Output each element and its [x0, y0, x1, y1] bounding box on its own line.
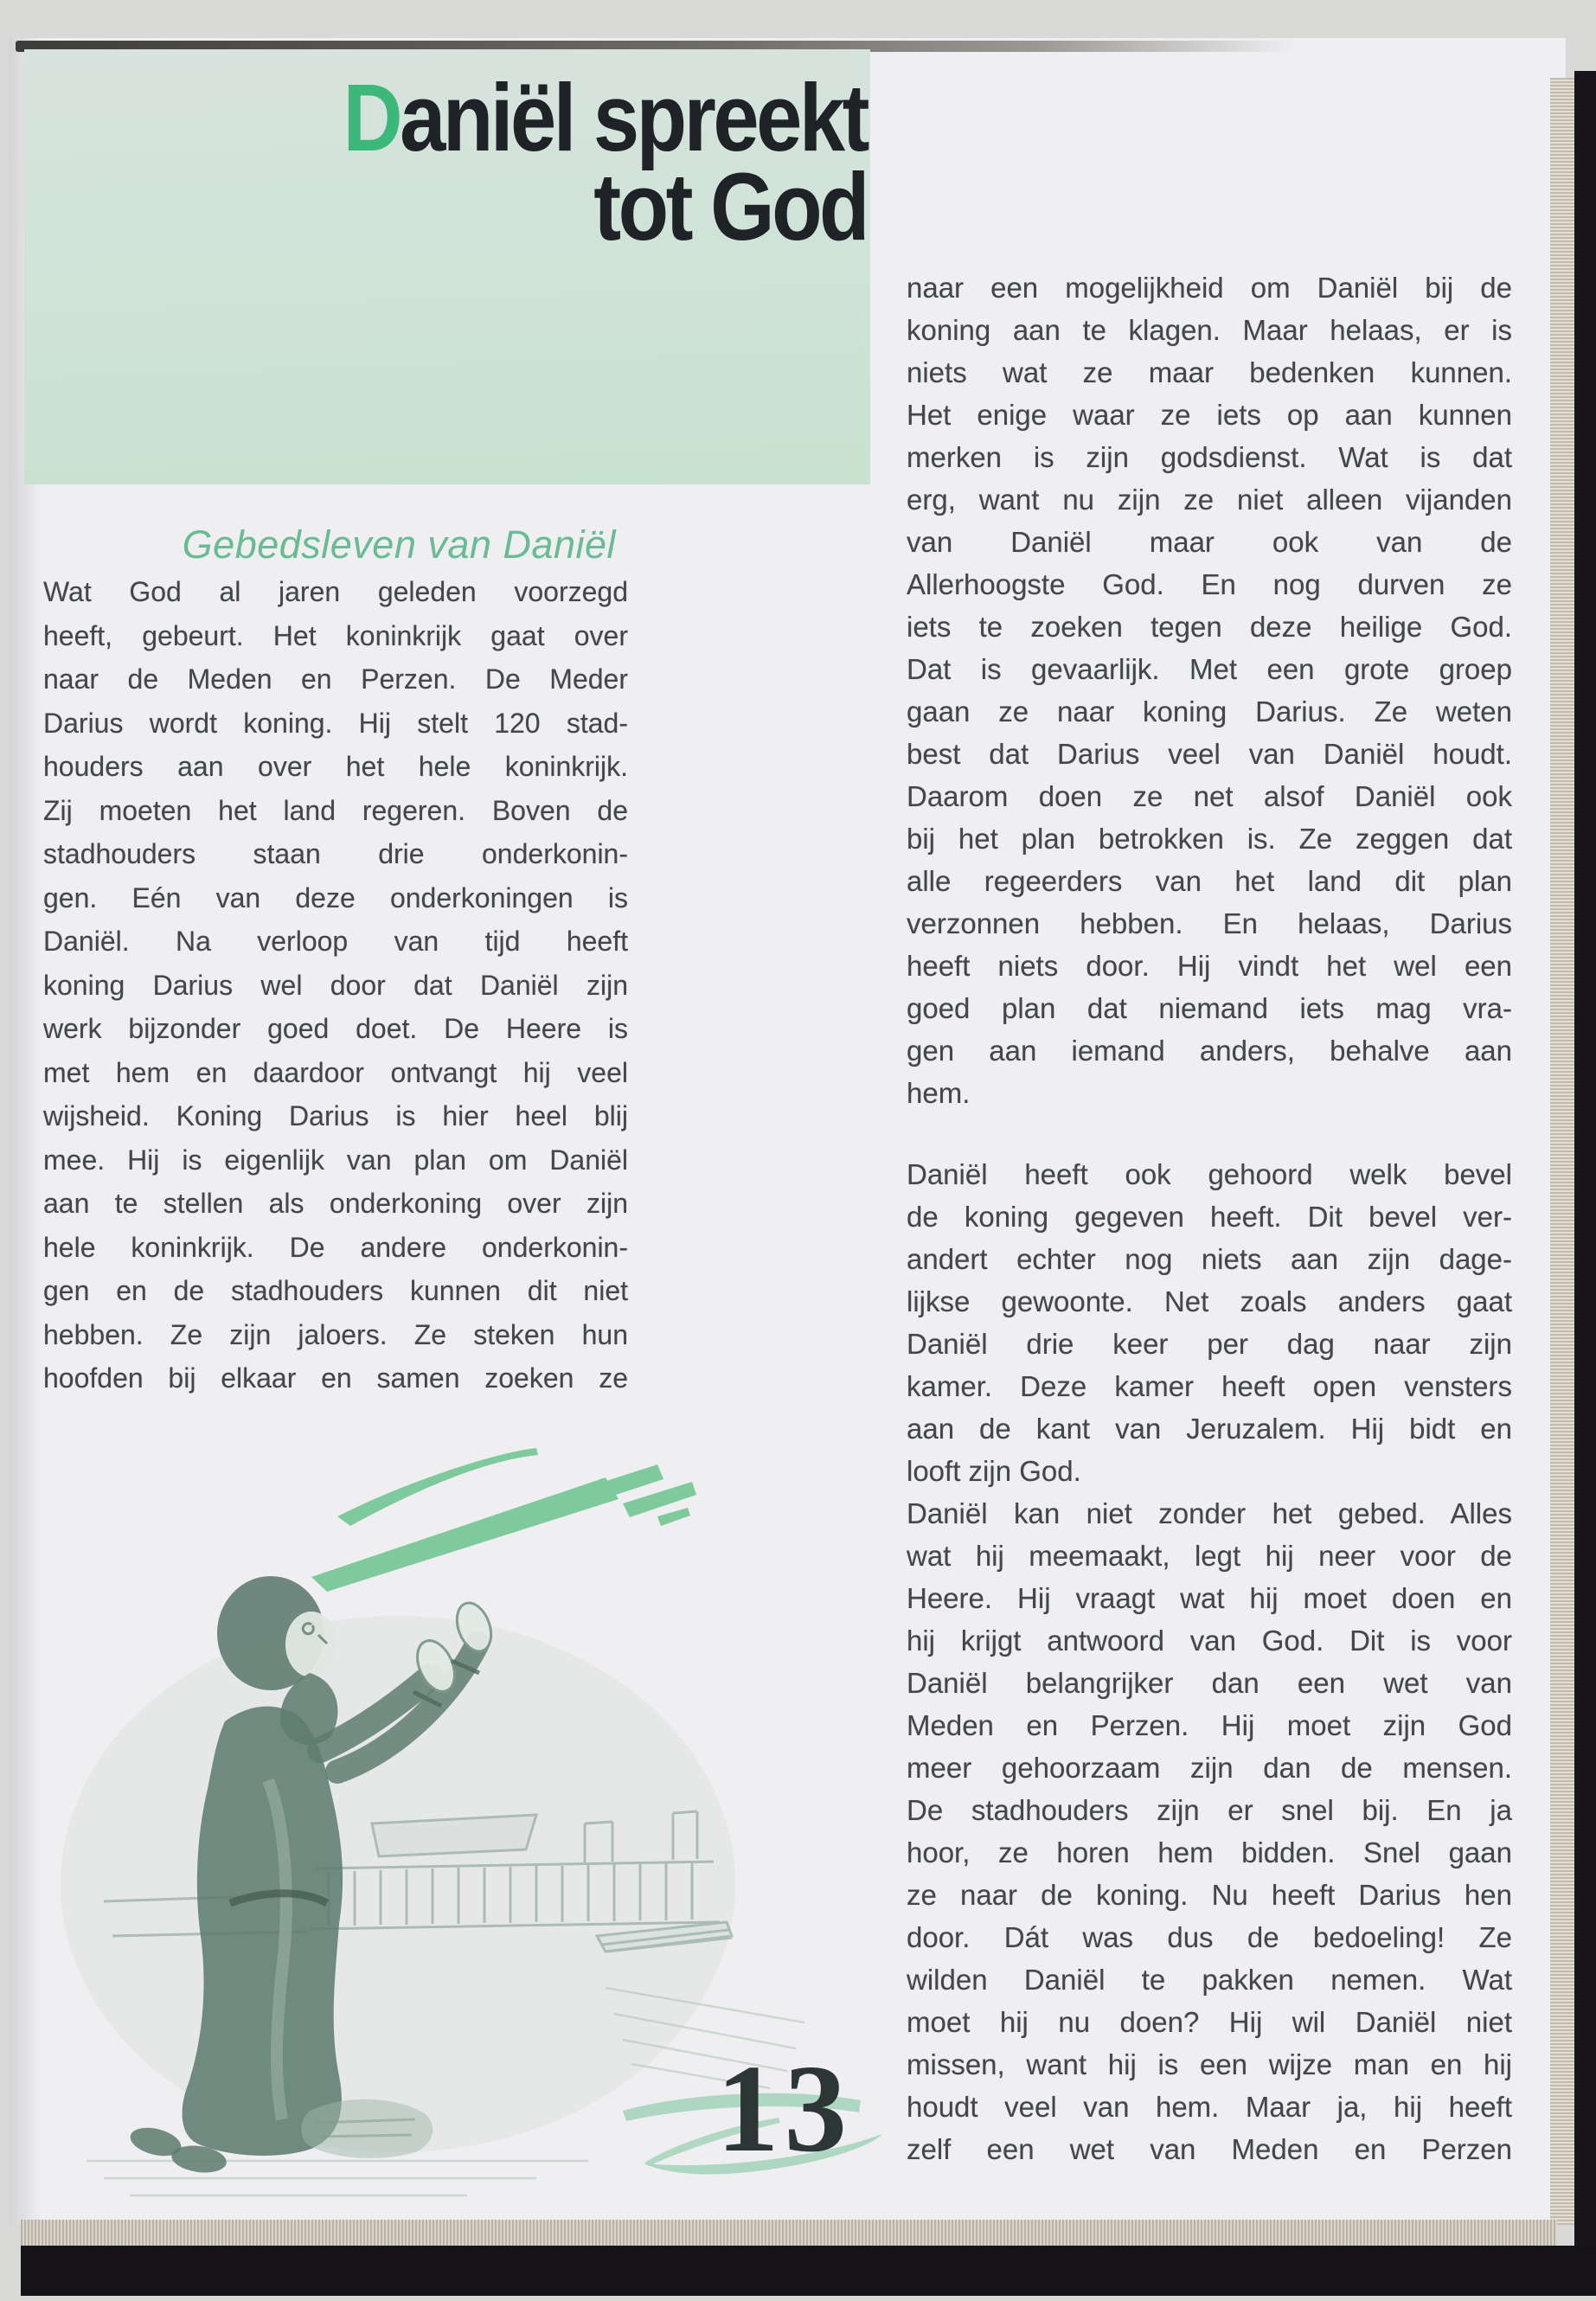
green-swoosh-icon: [311, 1448, 696, 1592]
text-line: niets wat ze maar bedenken kunnen.: [907, 356, 1512, 388]
text-line: hij krijgt antwoord van God. Dit is voor: [907, 1625, 1512, 1657]
text-line: best dat Darius veel van Daniël houdt.: [907, 738, 1512, 770]
text-line: bij het plan betrokken is. Ze zeggen dat: [907, 823, 1512, 855]
text-line: erg, want nu zijn ze niet alleen vijanden: [907, 484, 1512, 516]
text-line: Darius wordt koning. Hij stelt 120 stad-: [43, 707, 628, 739]
text-line: naar de Meden en Perzen. De Meder: [43, 663, 628, 695]
text-line: wijsheid. Koning Darius is hier heel blij: [43, 1100, 628, 1131]
text-line: goed plan dat niemand iets mag vra-: [907, 992, 1512, 1024]
text-line: Het enige waar ze iets op aan kunnen: [907, 399, 1512, 431]
paragraph: [907, 1492, 1512, 2170]
page-title: [343, 65, 867, 260]
text-line: wilden Daniël te pakken nemen. Wat: [907, 1964, 1512, 1996]
scan-background-right: [1574, 71, 1596, 2296]
text-line: hebben. Ze zijn jaloers. Ze steken hun: [43, 1318, 628, 1350]
text-line: Daniël kan niet zonder het gebed. Alles: [907, 1497, 1512, 1529]
book-edge-right: [1550, 78, 1576, 2225]
text-line: alle regeerders van het land dit plan: [907, 865, 1512, 897]
text-line: gen en de stadhouders kunnen dit niet: [43, 1275, 628, 1306]
text-line: Wat God al jaren geleden voorzegd: [43, 576, 628, 607]
text-line: andert echter nog niets aan zijn dage-: [907, 1243, 1512, 1275]
text-line: stadhouders staan drie onderkonin-: [43, 838, 628, 869]
text-line: De stadhouders zijn er snel bij. En ja: [907, 1794, 1512, 1826]
text-line: Daniël belangrijker dan een wet van: [907, 1667, 1512, 1699]
left-text-column: [43, 570, 628, 1400]
text-line: hoor, ze horen hem bidden. Snel gaan: [907, 1836, 1512, 1868]
text-line: meer gehoorzaam zijn dan de mensen.: [907, 1752, 1512, 1784]
text-line: heeft, gebeurt. Het koninkrijk gaat over: [43, 619, 628, 651]
text-line: met hem en daardoor ontvangt hij veel: [43, 1056, 628, 1088]
text-line: iets te zoeken tegen deze heilige God.: [907, 611, 1512, 643]
text-line: missen, want hij is een wijze man en hij: [907, 2048, 1512, 2080]
text-line: houders aan over het hele koninkrijk.: [43, 751, 628, 782]
page-title-line1: Daniël spreekt: [343, 65, 867, 171]
text-line: Allerhoogste God. En nog durven ze: [907, 568, 1512, 600]
text-line: Heere. Hij vraagt wat hij moet doen en: [907, 1582, 1512, 1614]
text-line: verzonnen hebben. En helaas, Darius: [907, 907, 1512, 939]
text-line: de koning gegeven heeft. Dit bevel ver-: [907, 1201, 1512, 1233]
text-line: wat hij meemaakt, legt hij neer voor de: [907, 1540, 1512, 1572]
page-number: 13: [716, 2040, 852, 2178]
text-line: Daarom doen ze net alsof Daniël ook: [907, 780, 1512, 812]
text-line: Daniël drie keer per dag naar zijn: [907, 1328, 1512, 1360]
text-line: Zij moeten het land regeren. Boven de: [43, 794, 628, 826]
text-line: heeft niets door. Hij vindt het wel een: [907, 950, 1512, 982]
text-line: koning Darius wel door dat Daniël zijn: [43, 969, 628, 1001]
text-line: ze naar de koning. Nu heeft Darius hen: [907, 1879, 1512, 1911]
text-line: Dat is gevaarlijk. Met een grote groep: [907, 653, 1512, 685]
text-line: gen aan iemand anders, behalve aan: [907, 1035, 1512, 1067]
text-line: werk bijzonder goed doet. De Heere is: [43, 1013, 628, 1044]
text-line: zelf een wet van Meden en Perzen: [907, 2133, 1512, 2165]
text-line: door. Dát was dus de bedoeling! Ze: [907, 1921, 1512, 1953]
text-line: mee. Hij is eigenlijk van plan om Daniël: [43, 1144, 628, 1176]
paragraph: [907, 1153, 1512, 1492]
text-line: kamer. Deze kamer heeft open vensters: [907, 1370, 1512, 1402]
scan-background-bottom: [21, 2246, 1596, 2296]
text-line: lijkse gewoonte. Net zoals anders gaat: [907, 1285, 1512, 1317]
text-line: Daniël. Na verloop van tijd heeft: [43, 926, 628, 957]
text-line: looft zijn God.: [907, 1455, 1081, 1487]
text-line: naar een mogelijkheid om Daniël bij de: [907, 272, 1512, 304]
text-line: houdt veel van hem. Maar ja, hij heeft: [907, 2091, 1512, 2123]
right-text-column: [907, 266, 1512, 2170]
title-initial-cap: D: [343, 65, 401, 171]
page-title-line2: tot God: [593, 154, 867, 260]
text-line: merken is zijn godsdienst. Wat is dat: [907, 441, 1512, 473]
book-edge-bottom: [21, 2220, 1557, 2247]
text-line: Daniël heeft ook gehoord welk bevel: [907, 1158, 1512, 1190]
text-line: hoofden bij elkaar en samen zoeken ze: [43, 1362, 628, 1394]
text-line: hem.: [907, 1077, 971, 1109]
text-line: hele koninkrijk. De andere onderkonin-: [43, 1231, 628, 1263]
text-line: koning aan te klagen. Maar helaas, er is: [907, 314, 1512, 346]
paragraph: [907, 266, 1512, 1114]
text-line: aan de kant van Jeruzalem. Hij bidt en: [907, 1413, 1512, 1445]
text-line: gen. Eén van deze onderkoningen is: [43, 881, 628, 913]
text-line: aan te stellen als onderkoning over zijn: [43, 1188, 628, 1219]
text-line: van Daniël maar ook van de: [907, 526, 1512, 558]
text-line: moet hij nu doen? Hij wil Daniël niet: [907, 2006, 1512, 2038]
paragraph-gap: [907, 1114, 1512, 1153]
text-line: Meden en Perzen. Hij moet zijn God: [907, 1709, 1512, 1741]
text-line: gaan ze naar koning Darius. Ze weten: [907, 695, 1512, 727]
section-heading: Gebedsleven van Daniël: [182, 522, 616, 567]
